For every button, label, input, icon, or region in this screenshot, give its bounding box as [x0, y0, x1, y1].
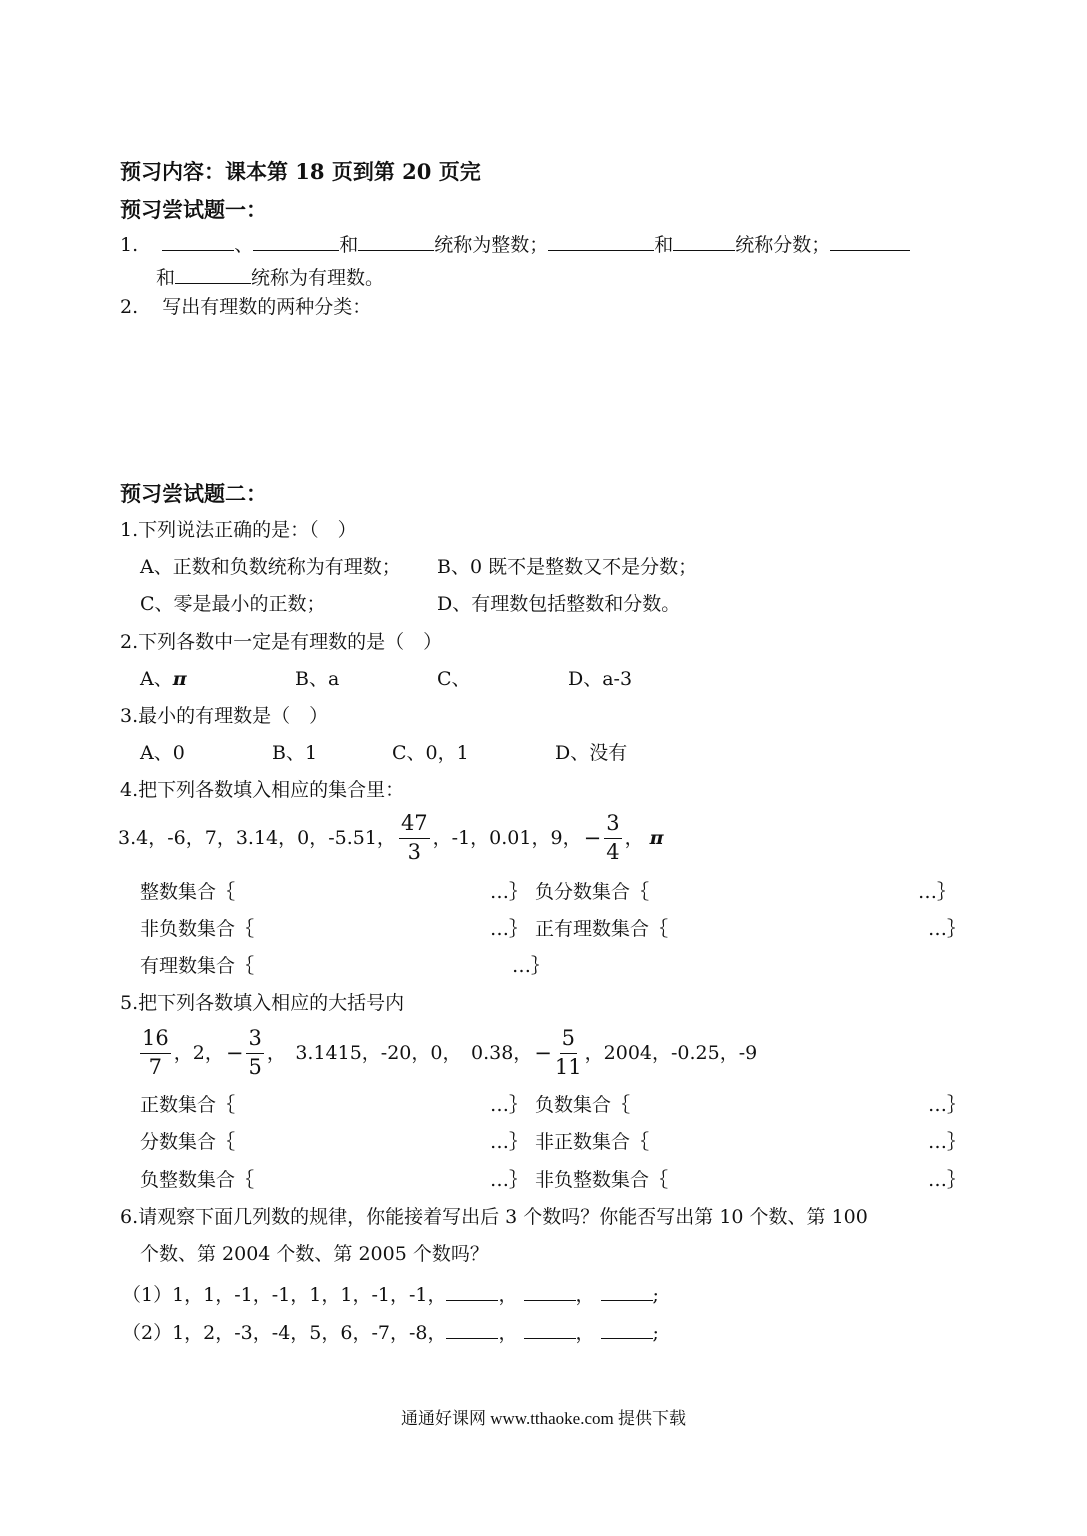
s1-q1-and3: 和	[156, 267, 176, 289]
s2-q6-seq2: （2）1，2，-3，-4，5，6，-7，-8， ， ， ;	[122, 1322, 659, 1344]
set-nonneg-end: …｝	[490, 918, 529, 940]
s1-q1-and2: 和	[654, 234, 674, 256]
set-neg-fractions-label: 负分数集合｛	[535, 881, 650, 903]
s1-q2-num: 2.	[120, 296, 139, 318]
s2-q2-option-b: B、a	[295, 668, 340, 690]
pi-symbol: π	[172, 668, 187, 690]
blank[interactable]	[524, 1320, 576, 1339]
set-integers-end: …｝	[490, 881, 529, 903]
set-nonpositive-end: …｝	[928, 1131, 967, 1153]
set-rational-end: …｝	[512, 955, 551, 977]
s2-q3-stem: 3.最小的有理数是（ ）	[120, 705, 329, 727]
s1-q1-text2: 统称分数；	[735, 234, 831, 256]
set-negative-label: 负数集合｛	[535, 1094, 631, 1116]
s2-q1-option-a: A、正数和负数统称为有理数；	[140, 556, 401, 578]
blank[interactable]	[830, 232, 910, 251]
blank[interactable]	[175, 265, 251, 284]
set-rational-label: 有理数集合｛	[140, 955, 255, 977]
s2-q1-option-b: B、0 既不是整数又不是分数；	[437, 556, 698, 578]
blank[interactable]	[548, 232, 654, 251]
fraction: $\frac{3}{5}$	[248, 1026, 262, 1079]
numbers-text: ，2，	[173, 1041, 224, 1064]
minus-sign: −	[225, 1040, 244, 1065]
set-pos-rational-label: 正有理数集合｛	[535, 918, 669, 940]
minus-sign: −	[583, 825, 602, 850]
comma: ，	[624, 826, 644, 849]
s2-q6-stem-line1: 6.请观察下面几列数的规律，你能接着写出后 3 个数吗？你能否写出第 10 个数、第 100	[120, 1206, 868, 1228]
s2-q3-option-a: A、0	[140, 742, 185, 764]
sequence-text: （2）1，2，-3，-4，5，6，-7，-8，	[122, 1322, 447, 1344]
s2-q4-numbers	[118, 810, 664, 866]
s1-q1-and1: 和	[339, 234, 359, 256]
s2-q1-option-d: D、有理数包括整数和分数。	[437, 593, 681, 615]
set-pos-rational-end: …｝	[928, 918, 967, 940]
set-neg-integers-label: 负整数集合｛	[140, 1169, 255, 1191]
s2-q6-stem-line2: 个数、第 2004 个数、第 2005 个数吗？	[140, 1243, 489, 1265]
sequence-text: （1）1，1，-1，-1，1，1，-1，-1，	[122, 1284, 447, 1306]
s1-q1-line1	[120, 232, 910, 255]
blank[interactable]	[358, 232, 434, 251]
s2-q5-numbers	[140, 1024, 757, 1082]
blank[interactable]	[524, 1282, 576, 1301]
set-negative-end: …｝	[928, 1094, 967, 1116]
s2-q3-option-b: B、1	[272, 742, 318, 764]
s2-q1-stem: 1.下列说法正确的是：（ ）	[120, 519, 357, 541]
set-nonneg-integers-end: …｝	[928, 1169, 967, 1191]
blank[interactable]	[162, 232, 234, 251]
page-footer: 通通好课网 www.tthaoke.com 提供下载	[400, 1409, 687, 1428]
s1-q2	[120, 298, 371, 317]
blank[interactable]	[253, 232, 339, 251]
s1-q1-text3: 统称为有理数。	[251, 267, 385, 289]
s2-q2-option-d: D、a-3	[568, 668, 633, 690]
set-nonneg-label: 非负数集合｛	[140, 918, 255, 940]
s2-q6-seq1: （1）1，1，-1，-1，1，1，-1，-1， ， ， ;	[122, 1284, 659, 1306]
s1-q2-text: 写出有理数的两种分类：	[162, 296, 372, 318]
fraction: $\frac{16}{7}$	[142, 1026, 169, 1079]
set-fractions-label: 分数集合｛	[140, 1131, 236, 1153]
section1-title: 预习尝试题一：	[120, 197, 267, 222]
s1-q1-text1: 统称为整数；	[434, 234, 549, 256]
numbers-text: ，2004，-0.25，-9	[584, 1041, 758, 1064]
s2-q2-option-a-label: A、	[140, 668, 173, 690]
fraction: $\frac{5}{11}$	[554, 1026, 582, 1079]
preview-content-heading: 预习内容：课本第 18 页到第 20 页完	[120, 159, 481, 184]
section2-title: 预习尝试题二：	[120, 481, 267, 506]
s2-q2-option-c: C、	[437, 668, 471, 690]
set-positive-label: 正数集合｛	[140, 1094, 236, 1116]
blank[interactable]	[673, 232, 735, 251]
numbers-text: ，-1，0.01，9，	[432, 826, 582, 849]
blank[interactable]	[601, 1320, 653, 1339]
blank[interactable]	[601, 1282, 653, 1301]
fraction: $\frac{3}{4}$	[606, 811, 620, 864]
numbers-text: 3.4，-6，7，3.14，0，-5.51，	[118, 826, 396, 849]
set-nonneg-integers-label: 非负整数集合｛	[535, 1169, 669, 1191]
s1-q1-num: 1.	[120, 234, 139, 256]
s1-q1-line2	[156, 265, 384, 288]
pi-symbol: π	[649, 826, 664, 849]
blank[interactable]	[446, 1320, 498, 1339]
s2-q2-option-a	[140, 670, 187, 689]
s2-q2-stem: 2.下列各数中一定是有理数的是（ ）	[120, 631, 443, 653]
set-neg-integers-end: …｝	[490, 1169, 529, 1191]
s2-q4-stem: 4.把下列各数填入相应的集合里：	[120, 779, 405, 801]
set-nonpositive-label: 非正数集合｛	[535, 1131, 650, 1153]
blank[interactable]	[446, 1282, 498, 1301]
s1-q1-sep1: 、	[234, 234, 254, 256]
set-integers-label: 整数集合｛	[140, 881, 236, 903]
s2-q1-option-c: C、零是最小的正数；	[140, 593, 326, 615]
set-fractions-end: …｝	[490, 1131, 529, 1153]
minus-sign: −	[534, 1040, 552, 1065]
fraction: $\frac{47}{3}$	[400, 811, 428, 864]
set-positive-end: …｝	[490, 1094, 529, 1116]
set-neg-fractions-end: …｝	[918, 881, 957, 903]
numbers-text: ， 3.1415，-20，0， 0.38，	[266, 1041, 533, 1064]
s2-q3-option-d: D、没有	[555, 742, 628, 764]
s2-q3-option-c: C、0，1	[392, 742, 469, 764]
s2-q5-stem: 5.把下列各数填入相应的大括号内	[120, 992, 405, 1014]
